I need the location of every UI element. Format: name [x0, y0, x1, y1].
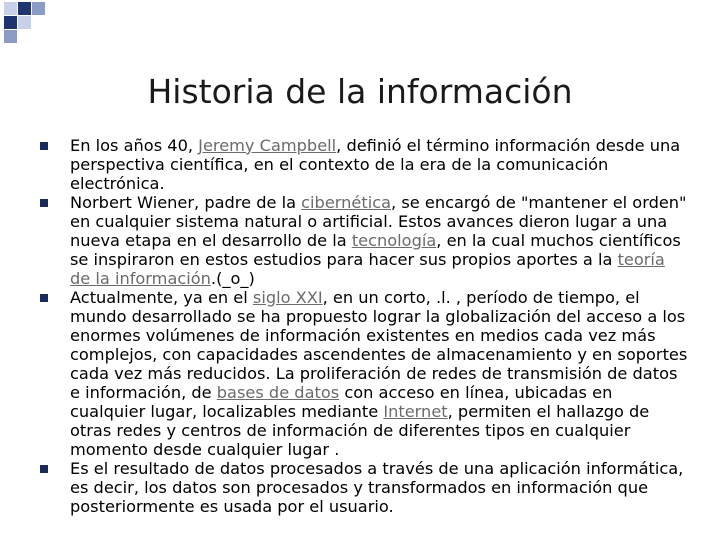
bullet-text: , permiten el hallazgo de otras redes y centros de información de diferentes tipos en cualquier momento desde cualquier lugar .: [70, 402, 650, 459]
bullet-text: , en la cual muchos científicos se inspiraron en estos estudios para hacer sus propios aportes a la: [70, 231, 681, 269]
bullet-marker-icon: [40, 465, 48, 473]
slide-title: Historia de la información: [147, 72, 573, 111]
inline-link[interactable]: siglo XXI: [252, 288, 323, 307]
deco-square: [18, 16, 31, 29]
corner-decoration: [0, 0, 56, 44]
inline-link[interactable]: teoría de la información: [70, 250, 665, 288]
bullet-text: .(_o_): [210, 269, 255, 288]
bullet-text: con acceso en línea, ubicadas en cualquier lugar, localizables mediante: [70, 383, 613, 421]
slide-body: [40, 136, 690, 516]
bullet-text: , definió el término información desde una perspectiva científica, en el contexto de la era de la comunicación electrónica.: [70, 136, 681, 193]
inline-link[interactable]: Internet: [383, 402, 448, 421]
bullet-text: Norbert Wiener, padre de la: [70, 193, 302, 212]
deco-square: [4, 16, 17, 29]
bullet-marker-icon: [40, 199, 48, 207]
bullet-text: , se encargó de "mantener el orden" en cualquier sistema natural o artificial. Estos avances dieron lugar a una nueva etapa en el desarrollo de la: [70, 193, 687, 250]
bullet-item: [40, 136, 690, 193]
inline-link[interactable]: bases de datos: [216, 383, 340, 402]
bullet-marker-icon: [40, 142, 48, 150]
inline-link[interactable]: tecnología: [351, 231, 437, 250]
deco-square: [32, 2, 45, 15]
bullet-text: Actualmente, ya en el: [70, 288, 253, 307]
deco-square: [4, 2, 17, 15]
bullet-item: [40, 193, 690, 288]
bullet-text: Es el resultado de datos procesados a través de una aplicación informática, es decir, los datos son procesados y transformados en información que posteriormente es usada por el usuario.: [70, 459, 684, 516]
bullet-text: En los años 40,: [70, 136, 199, 155]
bullet-item: [40, 288, 690, 459]
bullet-list: [40, 136, 690, 516]
deco-square: [4, 30, 17, 43]
bullet-marker-icon: [40, 294, 48, 302]
inline-link[interactable]: Jeremy Campbell: [198, 136, 337, 155]
inline-link[interactable]: cibernética: [301, 193, 392, 212]
bullet-text: , en un corto, .l. , período de tiempo, el mundo desarrollado se ha propuesto lograr la globalización del acceso a los enormes volúmenes de información existentes en medios cada vez más complejos, con capacidades ascendentes de almacenamiento y en soportes cada vez más reducidos. La proliferación de redes de transmisión de datos e información, de: [70, 288, 688, 402]
deco-square: [18, 2, 31, 15]
bullet-item: [40, 459, 690, 516]
